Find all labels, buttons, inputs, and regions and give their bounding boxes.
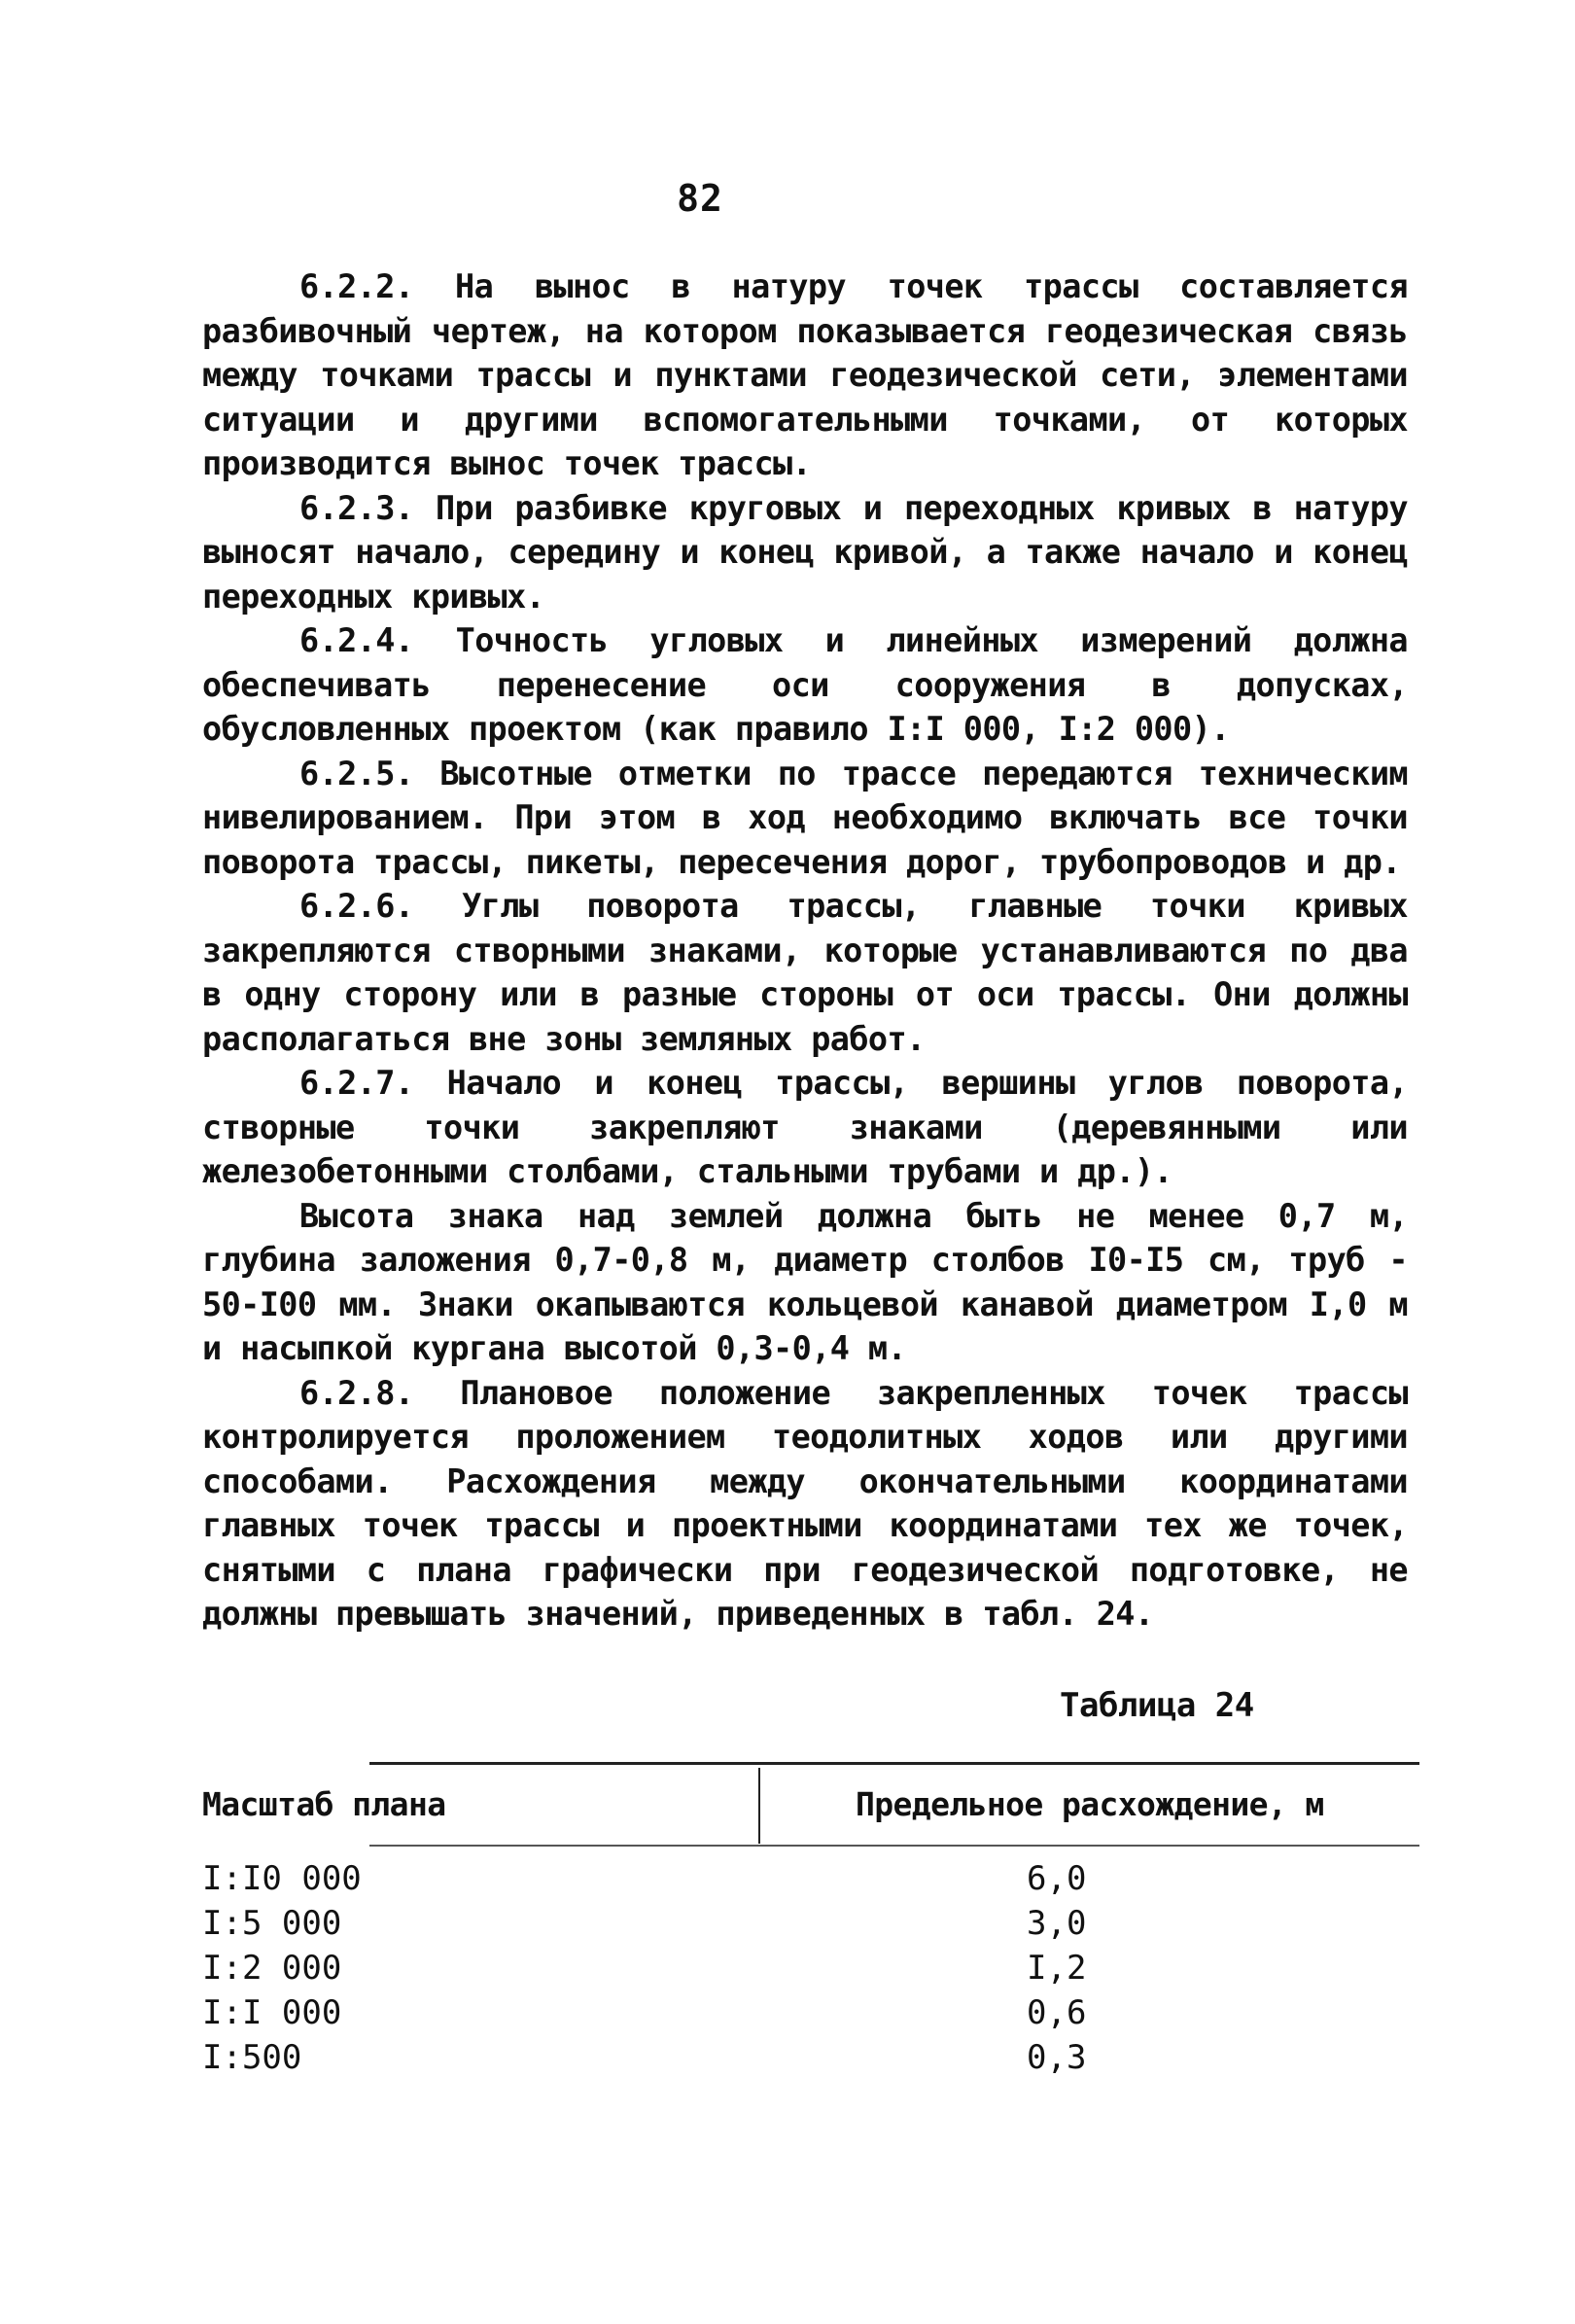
table-cell-scale: I:I0 000 xyxy=(202,1859,362,1898)
table-cell-scale: I:5 000 xyxy=(202,1904,342,1943)
paragraph-6-2-4: 6.2.4. Точность угловых и линейных измерений должна обеспечивать перенесение оси сооружения в допусках, обусловленных проектом (как правило I:I 000, I:2 000). xyxy=(202,621,1408,748)
table-cell-deviation: 3,0 xyxy=(1027,1904,1087,1943)
paragraph-6-2-2: 6.2.2. На вынос в натуру точек трассы составляется разбивочный чертеж, на котором показывается геодезическая связь между точками трассы и пунктами геодезической сети, элементами ситуации и другими вспомогательными точками, от которых производится вынос точек трассы. xyxy=(202,267,1408,482)
table-row xyxy=(202,2038,1418,2083)
table-cell-scale: I:2 000 xyxy=(202,1949,342,1988)
table-cell-scale: I:I 000 xyxy=(202,1993,342,2032)
table-cell-deviation: 0,3 xyxy=(1027,2038,1087,2077)
paragraph-6-2-7: 6.2.7. Начало и конец трассы, вершины углов поворота, створные точки закрепляют знаками (деревянными или железобетонными столбами, стальными трубами и др.). xyxy=(202,1064,1408,1190)
paragraph-6-2-8: 6.2.8. Плановое положение закрепленных точек трассы контролируется проложением теодолитных ходов или другими способами. Расхождения между окончательными координатами главных точек трассы и проектными координатами тех же точек, снятыми с плана графически при геодезической подготовке, не должны превышать значений, приведенных в табл. 24. xyxy=(202,1373,1408,1633)
table-row xyxy=(202,1859,1418,1904)
table-header-rule xyxy=(369,1845,1419,1847)
table-header-deviation: Предельное расхождение, м xyxy=(856,1785,1324,1823)
paragraph-6-2-3: 6.2.3. При разбивке круговых и переходных кривых в натуру выносят начало, середину и конец кривой, а также начало и конец переходных кривых. xyxy=(202,488,1408,616)
table-row xyxy=(202,1949,1418,1993)
paragraph-6-2-5: 6.2.5. Высотные отметки по трассе передаются техническим нивелированием. При этом в ход необходимо включать все точки поворота трассы, пикеты, пересечения дорог, трубопроводов и др. xyxy=(202,754,1408,881)
table-row xyxy=(202,1993,1418,2038)
table-cell-deviation: I,2 xyxy=(1027,1949,1087,1988)
table-row xyxy=(202,1904,1418,1949)
table-body xyxy=(202,1859,1418,2083)
table-cell-scale: I:500 xyxy=(202,2038,302,2077)
body-text xyxy=(202,264,1408,1637)
paragraph-6-2-6: 6.2.6. Углы поворота трассы, главные точки кривых закрепляются створными знаками, которые устанавливаются по два в одну сторону или в разные стороны от оси трассы. Они должны располагаться вне зоны земляных работ. xyxy=(202,887,1408,1058)
table-cell-deviation: 0,6 xyxy=(1027,1993,1087,2032)
table-column-divider xyxy=(758,1768,760,1844)
table-caption: Таблица 24 xyxy=(1060,1686,1254,1725)
table-top-rule xyxy=(369,1762,1419,1765)
paragraph-sign-height: Высота знака над землей должна быть не менее 0,7 м, глубина заложения 0,7-0,8 м, диаметр столбов I0-I5 см, труб - 50-I00 мм. Знаки окапываются кольцевой канавой диаметром I,0 м и насыпкой кургана высотой 0,3-0,4 м. xyxy=(202,1196,1408,1367)
page-number: 82 xyxy=(677,177,723,220)
table-cell-deviation: 6,0 xyxy=(1027,1859,1087,1898)
table-header-scale: Масштаб плана xyxy=(202,1785,446,1823)
